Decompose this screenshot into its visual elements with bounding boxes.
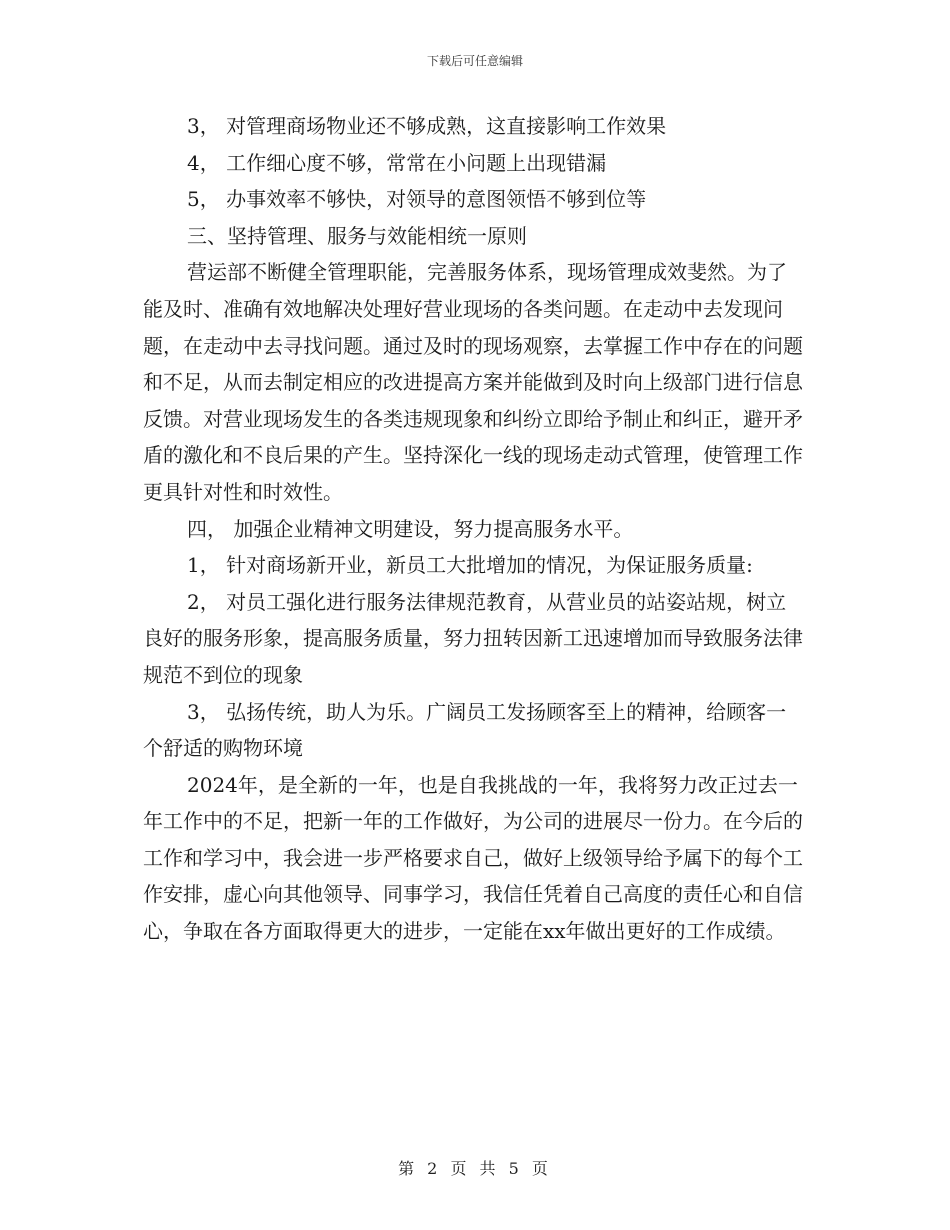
section-heading-3: 三、坚持管理、服务与效能相统一原则 bbox=[187, 223, 527, 248]
page-header-note: 下载后可任意编辑 bbox=[426, 54, 523, 68]
list-item-4: 4， 工作细心度不够，常常在小问题上出现错漏 bbox=[187, 150, 607, 175]
list-item-5: 5， 办事效率不够快，对领导的意图领悟不够到位等 bbox=[187, 187, 647, 212]
list-item-2: 2， 对员工强化进行服务法律规范教育，从营业员的站姿站规，树立良好的服务形象，提高服务质量，努力扭转因新工迅速增加而导致服务法律规范不到位的现象 bbox=[143, 589, 803, 687]
page-number-footer: 第 2 页 共 5 页 bbox=[398, 1159, 552, 1178]
section-heading-4: 四， 加强企业精神文明建设，努力提高服务水平。 bbox=[187, 516, 634, 541]
body-paragraph-operations: 营运部不断健全管理职能，完善服务体系，现场管理成效斐然。为了能及时、准确有效地解决处理好营业现场的各类问题。在走动中去发现问题，在走动中去寻找问题。通过及时的现场观察，去掌握工作中存在的问题和不足，从而去制定相应的改进提高方案并能做到及时向上级部门进行信息反馈。对营业现场发生的各类违规现象和纠纷立即给予制止和纠正，避开矛盾的激化和不良后果的产生。坚持深化一线的现场走动式管理，使管理工作更具针对性和时效性。 bbox=[143, 260, 803, 504]
body-paragraph-conclusion: 2024年，是全新的一年，也是自我挑战的一年，我将努力改正过去一年工作中的不足，把新一年的工作做好，为公司的进展尽一份力。在今后的工作和学习中，我会进一步严格要求自己，做好上级领导给予属下的每个工作安排，虚心向其他领导、同事学习，我信任凭着自己高度的责任心和自信心，争取在各方面取得更大的进步，一定能在xx年做出更好的工作成绩。 bbox=[143, 772, 803, 944]
list-item-3: 3， 对管理商场物业还不够成熟，这直接影响工作效果 bbox=[187, 114, 667, 138]
document-body bbox=[143, 108, 803, 950]
list-item-3b: 3， 弘扬传统，助人为乐。广阔员工发扬顾客至上的精神，给顾客一个舒适的购物环境 bbox=[143, 699, 787, 761]
list-item-1: 1， 针对商场新开业，新员工大批增加的情况，为保证服务质量: bbox=[187, 553, 753, 578]
